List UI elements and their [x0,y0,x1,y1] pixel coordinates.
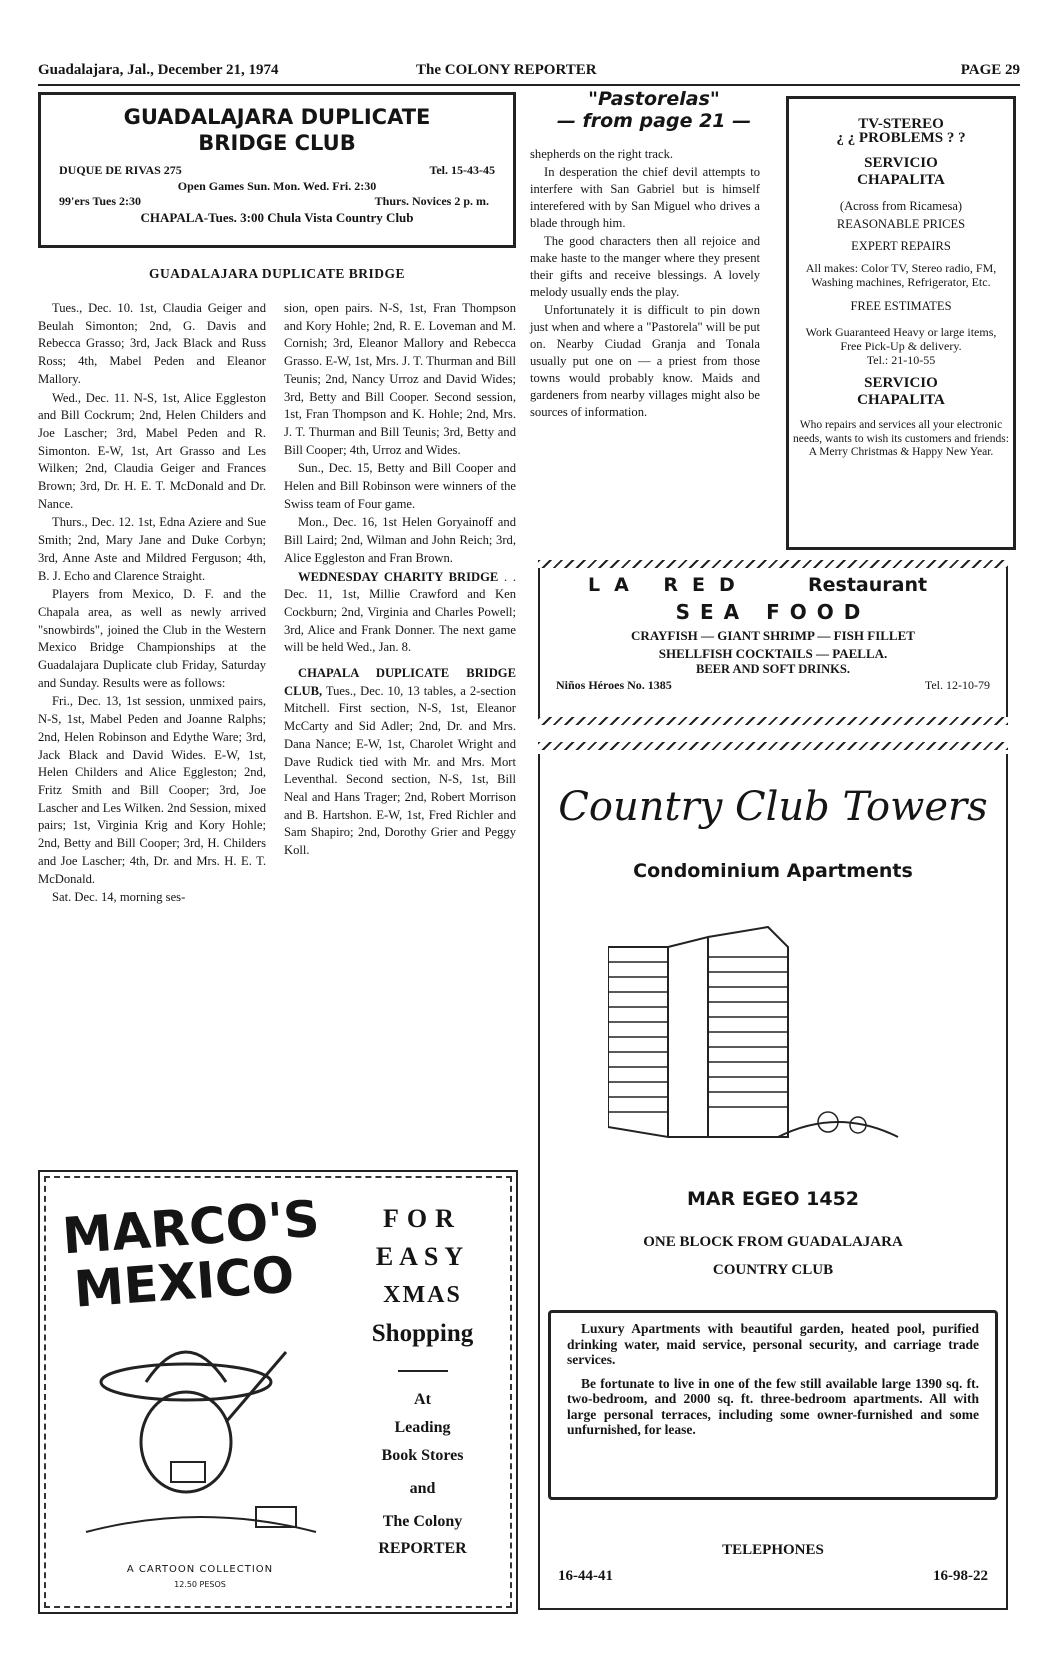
tv-ad-prices: REASONABLE PRICES [836,217,966,231]
article-paragraph: sion, open pairs. N-S, 1st, Fran Thompson and Kory Hohle; 2nd, R. E. Loveman and M. Cornish; 3rd, Eleanor Mallory and Rebecca Grasso. E-W, 1st, Mrs. J. T. Thurman and Bill Teunis; 2nd, Nancy Urroz and David Wides; 3rd, Betty and Bill Cooper. Second session, 1st, Fran Thompson and K. Hohle; 2nd, Mrs. J. T. Thurman and Bill Teunis; 3rd, Betty and Bill Cooper; 4th, Urroz and Wides. [284,301,516,457]
country-club-ad [538,742,1008,1610]
la-red-items3: BEER AND SOFT DRINKS. [696,662,850,676]
pastorelas-paragraph: The good characters then all rejoice and make haste to the manger where they present their gifts and receive blessings. A lovely melody usually ends the play. [530,234,760,299]
cc-desc2: Be fortunate to live in one of the few still available large 1390 sq. ft. two-bedroom, and 2000 sq. ft. three-bedroom apartments. All with large personal terraces, including some owner-furnished and some unfurnished, for lease. [567,1375,979,1437]
pastorelas-paragraph: shepherds on the right track. [530,147,674,161]
marcos-logo [61,1191,338,1318]
marcos-right-text [340,1200,505,1562]
pastorelas-paragraph: In desperation the chief devil attempts to interfere with San Gabriel but is himself interefered with by San Miguel who drives a blade through him. [530,165,760,230]
marcos-leading: Leading [394,1419,451,1436]
header-rule [38,84,1020,86]
marcos-at: At [414,1391,431,1408]
tv-ad-work: Work Guaranteed Heavy or large items, Free Pick-Up & delivery. [805,325,997,353]
charity-body: . . Dec. 11, 1st, Millie Crawford and Ken Cockburn; 2nd, Virginia and Charles Powell; 3rd, Alice and Frank Donner. The next game will be held Wed., Jan. 8. [284,569,516,655]
marcos-bookstores: Book Stores [381,1447,464,1464]
chapala-paragraph [284,665,516,860]
pastorelas-column [530,146,760,422]
article-paragraph: Mon., Dec. 16, 1st Helen Goryainoff and Bill Laird; 2nd, Wilman and John Reich; 3rd, Alice Eggleston and Fran Brown. [284,515,516,565]
bridge-ad-line2a: 99'ers Tues 2:30 [59,194,142,208]
article-heading: GUADALAJARA DUPLICATE BRIDGE [148,266,406,281]
cc-tel1: 16-44-41 [558,1568,613,1584]
tv-stereo-ad [786,96,1016,550]
zigzag-border [538,560,1008,568]
cc-club: COUNTRY CLUB [712,1262,834,1278]
article-paragraph: Sat. Dec. 14, morning ses- [52,890,186,905]
marcos-price: 12.50 PESOS [174,1580,226,1589]
bridge-ad-line2b: Thurs. Novices 2 p. m. [374,194,489,208]
dateline: Guadalajara, Jal., December 21, 1974 [38,62,279,78]
masthead: The COLONY REPORTER [416,62,597,78]
tv-ad-expert: EXPERT REPAIRS [851,239,951,253]
cc-script-title: Country Club Towers [558,784,988,830]
building-illustration [608,907,908,1147]
cc-telephones: TELEPHONES [722,1542,824,1558]
pastorelas-title: "Pastorelas" [588,88,720,110]
la-red-items2: SHELLFISH COCKTAILS — PAELLA. [658,646,888,661]
chapala-body: Tues., Dec. 10, 13 tables, a 2-section Mitchell. First section, N-S, 1st, Eleanor McCarty and Sid Adler; 2nd, Dr. and Mrs. Dana Nance; E-W, 1st, Charolet Wright and Dave Rudick tied with Mr. and Mrs. Mort Leventhal. Second section, N-S, 1st, Bill Neal and Hans Trager; 2nd, Robert Morrison and B. Hartshon. E-W, 1st, Fred Richler and Sam Shapiro; 2nd, Dorothy Grier and Peggy Koll. [284,683,516,858]
marcos-for: FOR [383,1204,462,1233]
bridge-ad-title1: GUADALAJARA DUPLICATE [123,105,431,129]
marcos-logo-line2: MEXICO [72,1245,296,1319]
article-paragraph: Thurs., Dec. 12. 1st, Edna Aziere and Sue Smith; 2nd, Mary Jane and Duke Corbyn; 3rd, Anne Aste and Mildred Ferguson; 4th, B. J. Echo and Clarence Straight. [38,515,266,583]
tv-ad-across: (Across from Ricamesa) [839,199,963,213]
page-header [38,58,1020,86]
cc-tel2: 16-98-22 [933,1568,988,1584]
la-red-items1: CRAYFISH — GIANT SHRIMP — FISH FILLET [631,628,915,643]
marcos-easy: EASY [375,1242,470,1271]
article-column-2 [284,300,516,1138]
page-number: PAGE 29 [960,62,1020,78]
pastorelas-subtitle: — from page 21 — [556,110,752,132]
article-column-1 [38,300,266,1138]
cc-desc1: Luxury Apartments with beautiful garden, heated pool, purified drinking water, maid service, personal security, and carriage trade services. [567,1321,979,1367]
tv-ad-tel: Tel.: 21-10-55 [866,353,936,367]
marcos-divider [398,1370,448,1372]
pastorelas-header [530,88,778,132]
charity-paragraph [284,569,516,658]
article-paragraph: Sun., Dec. 15, Betty and Bill Cooper and Helen and Bill Robinson were winners of the Swiss team of Four game. [284,461,516,511]
marcos-xmas: XMAS [383,1282,462,1308]
la-red-restaurant: Restaurant [808,574,928,596]
article-paragraph: Tues., Dec. 10. 1st, Claudia Geiger and Beulah Simonton; 2nd, G. Davis and Rebecca Grasso; 3rd, Jack Black and Russ Ross; 4th, Mabel Peden and Eleanor Mallory. [38,301,266,386]
la-red-tel: Tel. 12-10-79 [924,678,990,692]
cc-block: ONE BLOCK FROM GUADALAJARA [643,1234,903,1250]
tv-ad-estimates: FREE ESTIMATES [850,299,952,313]
bridge-ad-line3: CHAPALA-Tues. 3:00 Chula Vista Country Club [140,210,414,225]
chapala-lead: CHAPALA DUPLICATE BRIDGE CLUB, [284,666,516,698]
marcos-logo-line1: MARCO'S [60,1189,322,1266]
bridge-ad-address: DUQUE DE RIVAS 275 [59,163,182,177]
la-red-ad [538,560,1008,725]
bridge-ad-tel: Tel. 15-43-45 [429,163,495,177]
marcos-and: and [409,1480,436,1497]
tv-ad-name: SERVICIO CHAPALITA [857,155,945,188]
cc-subtitle: Condominium Apartments [633,860,913,882]
bridge-club-ad [38,92,516,248]
tv-ad-name2: SERVICIO CHAPALITA [857,375,945,408]
la-red-seafood: SEA FOOD [675,600,871,624]
bridge-ad-line1: Open Games Sun. Mon. Wed. Fri. 2:30 [177,179,377,193]
marcos-shopping: Shopping [371,1320,474,1347]
zigzag-border [538,742,1008,750]
cc-address: MAR EGEO 1452 [686,1188,860,1210]
la-red-name: LA RED [588,574,749,596]
zigzag-border [538,717,1008,725]
pastorelas-paragraph: Unfortunately it is difficult to pin down just when and where a "Pastorela" will be put on. Nearby Ciudad Granja and Tonala usually put one on — a priest from those towns would probably know. Maids and gardeners from nearby villages might also be sources of information. [530,303,760,419]
charity-lead: WEDNESDAY CHARITY BRIDGE [298,569,499,584]
marcos-collection: A CARTOON COLLECTION [126,1564,274,1575]
tv-ad-title1: TV-STEREO [858,116,944,132]
article-paragraph: Wed., Dec. 11. N-S, 1st, Alice Eggleston and Bill Cockrum; 2nd, Helen Childers and Joe Lascher; 3rd, Mabel Peden and R. Simonton. E-W, 1st, Art Grasso and Les Wilken; 2nd, Claudia Geiger and Frances Brown; 3rd, Dr. H. E. T. McDonald and Dr. Nance. [38,390,266,511]
marcos-reporter: REPORTER [378,1540,467,1557]
bridge-ad-title2: BRIDGE CLUB [198,131,356,155]
marcos-the-colony: The Colony [382,1513,463,1530]
cartoon-illustration [66,1322,336,1552]
marcos-mexico-ad [38,1170,518,1614]
tv-ad-title2: ¿ ¿ PROBLEMS ? ? [836,130,966,146]
tv-ad-wish: Who repairs and services all your electronic needs, wants to wish its customers and friends: A Merry Christmas & Happy New Year. [793,419,1009,458]
cc-description-box [548,1310,998,1500]
article-paragraph: Players from Mexico, D. F. and the Chapala area, as well as newly arrived "snowbirds", joined the Club in the Western Mexico Bridge Championships at the Guadalajara Duplicate club Friday, Saturday and Sunday. Results were as follows: [38,587,266,690]
tv-ad-makes: All makes: Color TV, Stereo radio, FM, Washing machines, Refrigerator, Etc. [805,261,997,289]
la-red-address: Niños Héroes No. 1385 [556,678,672,692]
article-paragraph: Fri., Dec. 13, 1st session, unmixed pairs, N-S, 1st, Mabel Peden and Joanne Ralphs; 2nd, Helen Robinson and Edythe Ware; 3rd, Jack Black and David Wides. E-W, 1st, Helen Childers and Alice Eggleston; 2nd, Fritz Smith and Bill Cooper; 3rd, Joe Lascher and Les Wilken. 2nd Session, mixed pairs; 1st, Virginia Krig and Kory Hohle; 2nd, Betty and Bill Cooper; 3rd, H. Childers and Joe Lascher; 4th, Dr. and Mrs. H. E. T. McDonald. [38,694,266,886]
